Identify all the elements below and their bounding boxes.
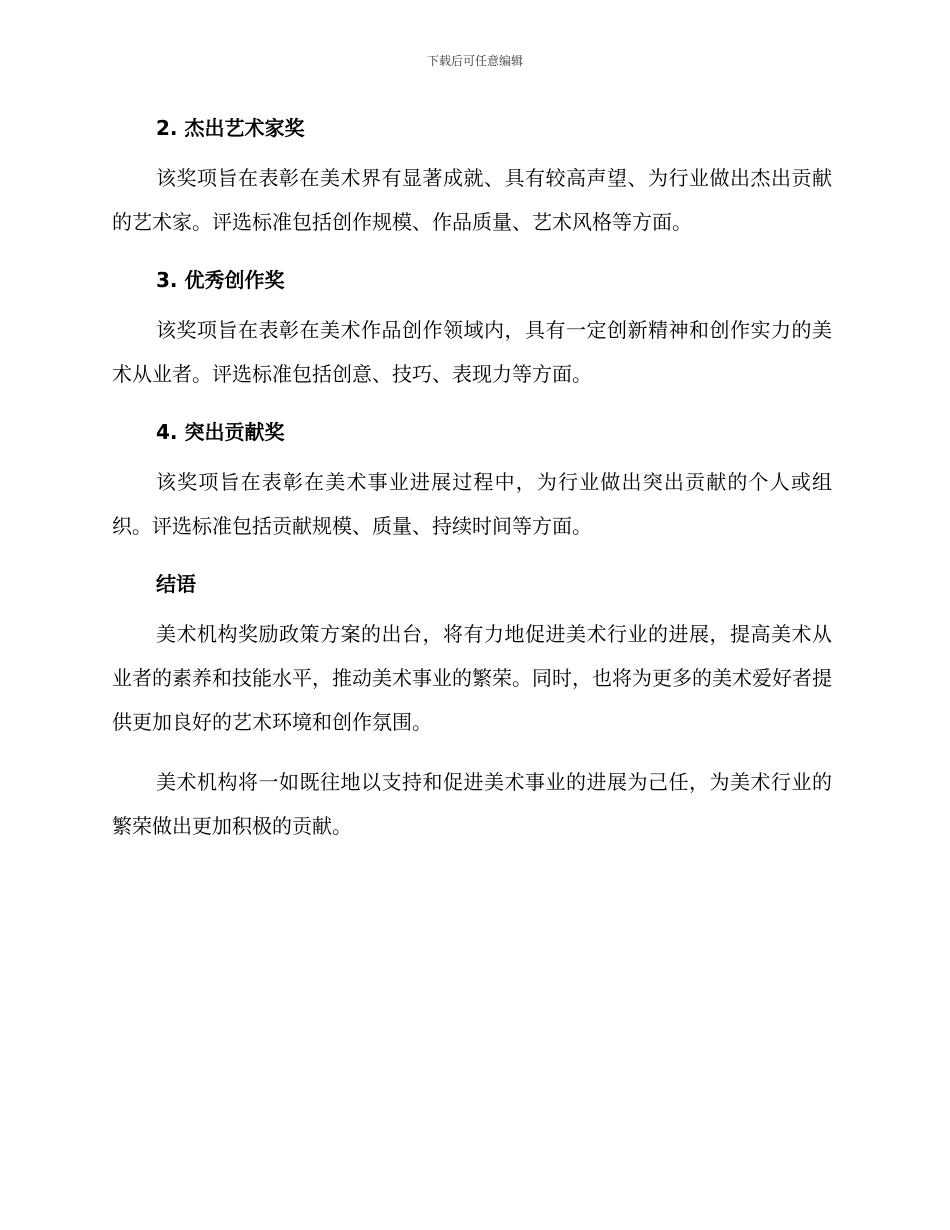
section-heading-outstanding-contribution-award: 4. 突出贡献奖 [156,420,285,444]
paragraph-outstanding-artist-award: 该奖项旨在表彰在美术界有显著成就、具有较高声望、为行业做出杰出贡献的艺术家。评选标准包括创作规模、作品质量、艺术风格等方面。 [112,166,832,234]
section-heading-outstanding-artist-award: 2. 杰出艺术家奖 [156,116,305,140]
section-heading-excellent-creation-award: 3. 优秀创作奖 [156,268,285,292]
paragraph-excellent-creation-award: 该奖项旨在表彰在美术作品创作领域内，具有一定创新精神和创作实力的美术从业者。评选标准包括创意、技巧、表现力等方面。 [112,318,832,386]
document-body [112,112,832,848]
paragraph-outstanding-contribution-award: 该奖项旨在表彰在美术事业进展过程中，为行业做出突出贡献的个人或组织。评选标准包括贡献规模、质量、持续时间等方面。 [112,470,832,538]
page-header: 下载后可任意编辑 [426,54,523,68]
paragraph-conclusion-2: 美术机构将一如既往地以支持和促进美术事业的进展为己任，为美术行业的繁荣做出更加积极的贡献。 [112,770,832,838]
paragraph-conclusion-1: 美术机构奖励政策方案的出台，将有力地促进美术行业的进展，提高美术从业者的素养和技能水平，推动美术事业的繁荣。同时，也将为更多的美术爱好者提供更加良好的艺术环境和创作氛围。 [112,622,832,734]
section-heading-conclusion: 结语 [156,572,196,596]
